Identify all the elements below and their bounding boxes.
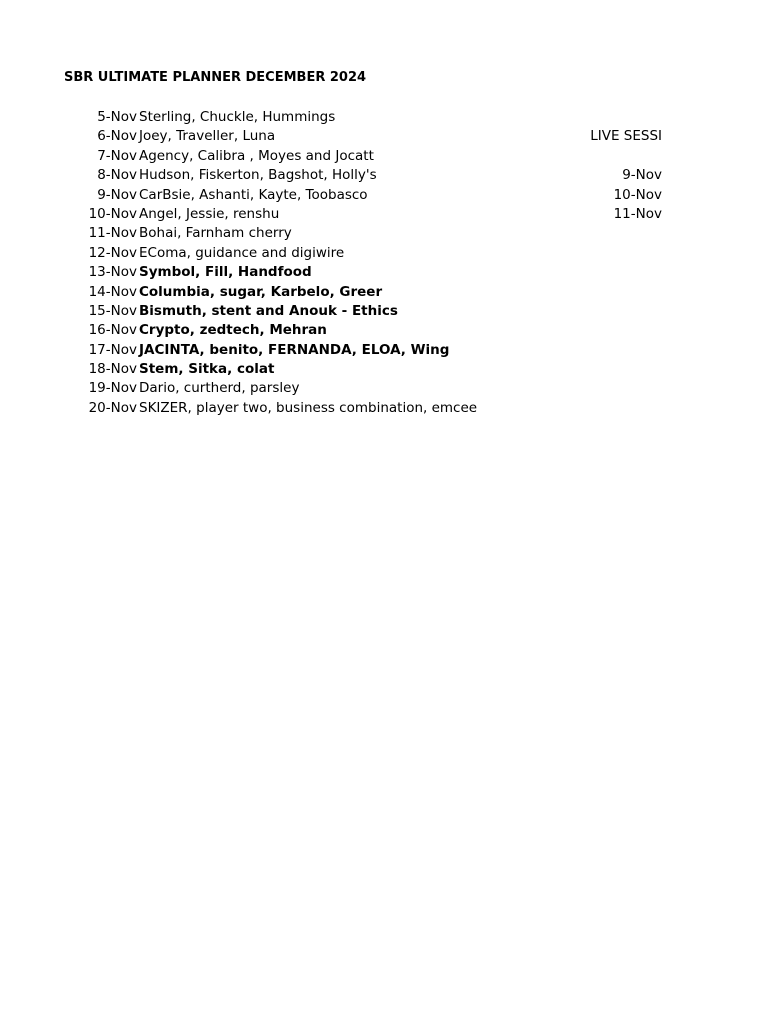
table-row [0,321,768,340]
table-row [0,360,768,379]
date-cell: 16-Nov [88,322,137,339]
names-cell: Joey, Traveller, Luna [139,128,276,145]
side-cell: LIVE SESSI [590,128,662,145]
date-cell: 13-Nov [88,264,137,281]
table-row [0,379,768,398]
table-row [0,147,768,166]
table-row [0,127,768,146]
table-row [0,302,768,321]
names-cell: Columbia, sugar, Karbelo, Greer [139,283,383,300]
date-cell: 7-Nov [97,147,137,164]
date-cell: 5-Nov [97,109,137,125]
names-cell: Bohai, Farnham cherry [139,225,292,242]
date-cell: 9-Nov [97,186,137,203]
names-cell: Agency, Calibra , Moyes and Jocatt [139,147,374,164]
names-cell: Hudson, Fiskerton, Bagshot, Holly's [139,167,377,184]
table-row [0,205,768,224]
date-cell: 11-Nov [88,225,137,242]
names-cell: Symbol, Fill, Handfood [139,264,312,281]
side-cell: 9-Nov [622,167,662,184]
planner-table [0,108,768,418]
date-cell: 20-Nov [88,399,137,416]
date-cell: 17-Nov [88,341,137,358]
side-cell: 10-Nov [613,186,662,203]
names-cell: JACINTA, benito, FERNANDA, ELOA, Wing [139,341,450,358]
table-row [0,399,768,418]
date-cell: 14-Nov [88,283,137,300]
table-row [0,166,768,185]
names-cell: Crypto, zedtech, Mehran [139,322,327,339]
table-row [0,283,768,302]
date-cell: 6-Nov [97,128,137,145]
names-cell: EComa, guidance and digiwire [139,244,345,261]
date-cell: 8-Nov [97,167,137,184]
date-cell: 12-Nov [88,244,137,261]
table-row [0,263,768,282]
table-row [0,244,768,263]
names-cell: Angel, Jessie, renshu [139,205,280,222]
side-cell: 11-Nov [613,205,662,222]
date-cell: 10-Nov [88,205,137,222]
names-cell: CarBsie, Ashanti, Kayte, Toobasco [139,186,368,203]
date-cell: 15-Nov [88,302,137,319]
table-row [0,186,768,205]
names-cell: Stem, Sitka, colat [139,361,275,378]
table-row [0,341,768,360]
table-row [0,108,768,127]
date-cell: 19-Nov [88,380,137,397]
table-row [0,224,768,243]
date-cell: 18-Nov [88,361,137,378]
names-cell: Dario, curtherd, parsley [139,380,300,397]
names-cell: Bismuth, stent and Anouk - Ethics [139,302,398,319]
names-cell: Sterling, Chuckle, Hummings [139,109,336,125]
page-title: SBR ULTIMATE PLANNER DECEMBER 2024 [64,70,367,85]
names-cell: SKIZER, player two, business combination, emcee [139,399,478,416]
